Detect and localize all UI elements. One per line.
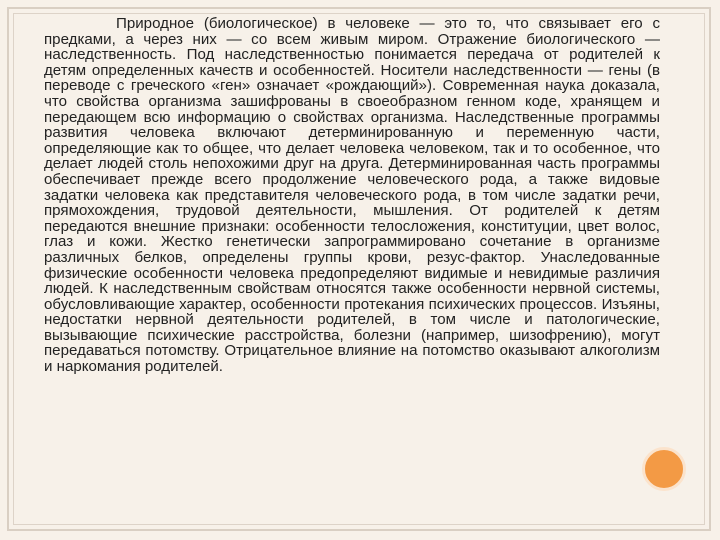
slide-body-text: Природное (биологическое) в человеке — это то, что связывает его с предками, а через них — со всем живым миром. Отражение биологического — наследственность. Под наследственностью понимается передача от родителей к детям определенных качеств и особенностей. Носители наследственности — гены (в переводе с греческого «ген» означает «рождающий»). Современная наука доказала, что свойства организма зашифрованы в своеобразном генном коде, хранящем и передающем всю информацию о свойствах организма. Наследственные программы развития человека включают детерминированную и переменную части, определяющие как то общее, что делает человека человеком, так и то особенное, что делает людей столь непохожими друг на друга. Детерминированная часть программы обеспечивает прежде всего продолжение человеческого рода, а также видовые задатки человека как представителя человеческого рода, в том числе задатки речи, прямохождения, трудовой деятельности, мышления. От родителей к детям передаются внешние признаки: особенности телосложения, конституции, цвет волос, глаз и кожи. Жестко генетически запрограммировано сочетание в организме различных белков, определены группы крови, резус-фактор. Унаследованные физические особенности человека предопределяют видимые и невидимые различия людей. К наследственным свойствам относятся также особенности нервной системы, обусловливающие характер, особенности протекания психических процессов. Изъяны, недостатки нервной деятельности родителей, в том числе и патологические, вызывающие психические расстройства, болезни (например, шизофрению), могут передаваться потомству. Отрицательное влияние на потомство оказывают алкоголизм и наркомания родителей. xyxy=(44,15,660,376)
decorative-orange-circle xyxy=(642,447,686,491)
